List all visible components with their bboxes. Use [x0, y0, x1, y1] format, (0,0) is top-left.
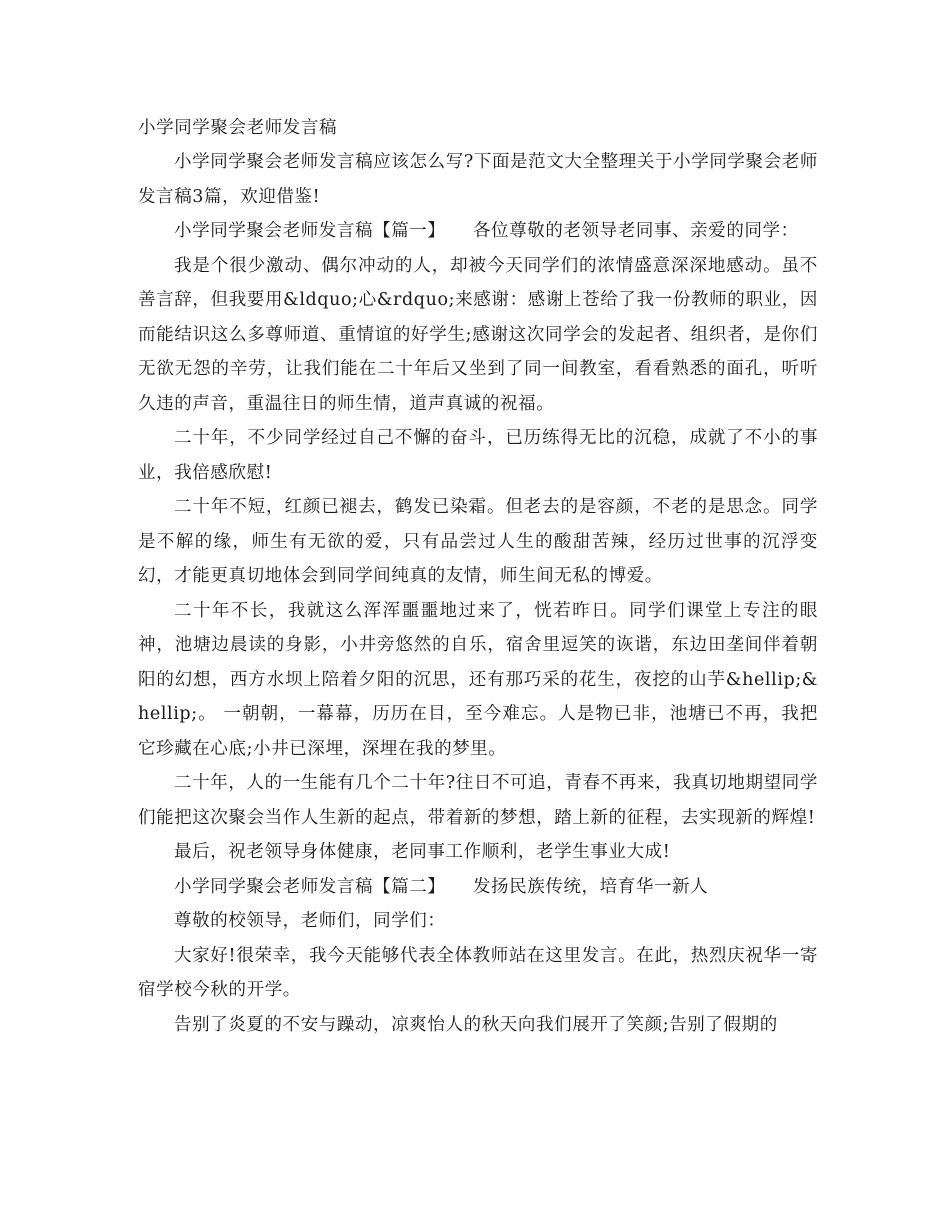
intro-paragraph: 小学同学聚会老师发言稿应该怎么写?下面是范文大全整理关于小学同学聚会老师发言稿3篇，欢迎借鉴!	[138, 152, 818, 207]
section-one-heading: 小学同学聚会老师发言稿【篇一】 各位尊敬的老领导老同事、亲爱的同学：	[174, 221, 799, 241]
body-paragraph: 告别了炎夏的不安与躁动，凉爽怡人的秋天向我们展开了笑颜;告别了假期的	[174, 1014, 778, 1035]
document-title: 小学同学聚会老师发言稿	[138, 118, 338, 138]
greeting-paragraph: 尊敬的校领导，老师们，同学们：	[174, 911, 446, 931]
body-paragraph: 最后，祝老领导身体健康，老同事工作顺利，老学生事业大成!	[174, 842, 671, 862]
body-paragraph: 大家好!很荣幸，我今天能够代表全体教师站在这里发言。在此，热烈庆祝华一寄宿学校今秋的开学。	[138, 945, 818, 1000]
body-paragraph: 我是个很少激动、偶尔冲动的人，却被今天同学们的浓情盛意深深地感动。虽不善言辞，但我要用&ldquo;心&rdquo;来感谢：感谢上苍给了我一份教师的职业，因而能结识这么多尊师道、重情谊的好学生;感谢这次同学会的发起者、组织者，是你们无欲无怨的辛劳，让我们能在二十年后又坐到了同一间教室，看看熟悉的面孔，听听久违的声音，重温往日的师生情，道声真诚的祝福。	[138, 255, 818, 414]
document-body	[138, 112, 818, 1042]
body-paragraph: 二十年不长，我就这么浑浑噩噩地过来了，恍若昨日。同学们课堂上专注的眼神，池塘边晨读的身影，小井旁悠然的自乐，宿舍里逗笑的诙谐，东边田垄间伴着朝阳的幻想，西方水坝上陪着夕阳的沉思，还有那巧采的花生，夜挖的山芋&hellip;&hellip;。 一朝朝，一幕幕，历历在目，至今难忘。人是物已非，池塘已不再，我把它珍藏在心底;小井已深埋，深埋在我的梦里。	[138, 600, 818, 759]
section-two-heading: 小学同学聚会老师发言稿【篇二】 发扬民族传统，培育华一新人	[174, 876, 709, 897]
body-paragraph: 二十年，不少同学经过自己不懈的奋斗，已历练得无比的沉稳，成就了不小的事业，我倍感欣慰!	[138, 428, 818, 483]
body-paragraph: 二十年，人的一生能有几个二十年?往日不可追，青春不再来，我真切地期望同学们能把这次聚会当作人生新的起点，带着新的梦想，踏上新的征程，去实现新的辉煌!	[138, 773, 818, 828]
body-paragraph: 二十年不短，红颜已褪去，鹤发已染霜。但老去的是容颜，不老的是思念。同学是不解的缘，师生有无欲的爱，只有品尝过人生的酸甜苦辣，经历过世事的沉浮变幻，才能更真切地体会到同学间纯真的友情，师生间无私的博爱。	[138, 497, 818, 586]
